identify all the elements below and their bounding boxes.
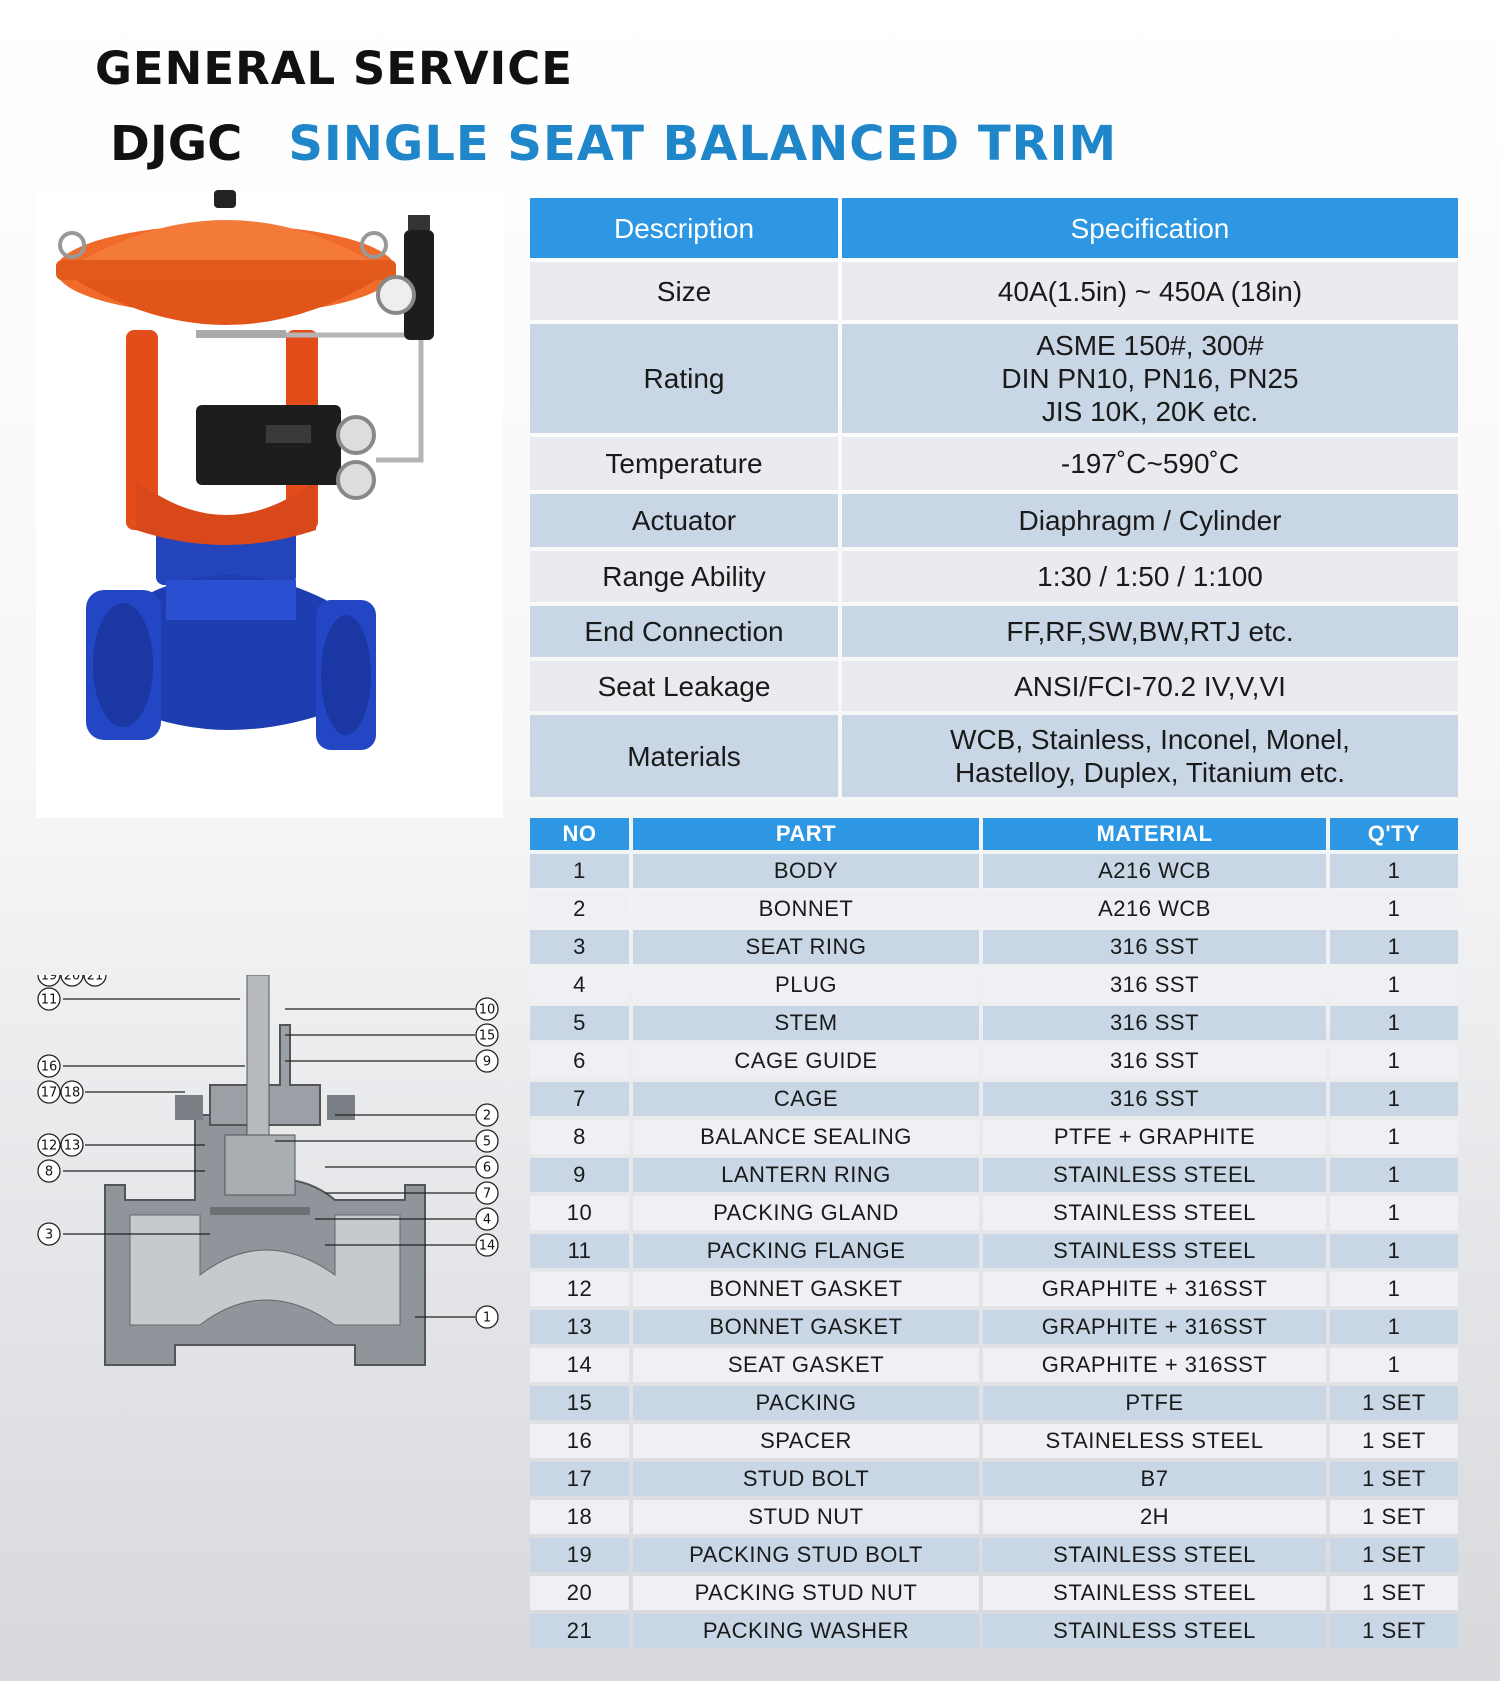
spec-row [530, 661, 1458, 711]
part-no: 16 [530, 1424, 629, 1458]
spec-value-line: ASME 150#, 300# [1036, 330, 1264, 361]
spec-value: 40A(1.5in) ~ 450A (18in) [842, 262, 1458, 320]
parts-row [530, 892, 1458, 926]
parts-row [530, 1500, 1458, 1534]
part-no: 7 [530, 1082, 629, 1116]
part-name: PLUG [633, 968, 979, 1002]
part-name: PACKING STUD BOLT [633, 1538, 979, 1572]
part-qty: 1 [1330, 1044, 1458, 1078]
parts-row [530, 1234, 1458, 1268]
spec-header-description: Description [530, 198, 838, 258]
callout-number: 2 [482, 1108, 492, 1124]
part-name: PACKING GLAND [633, 1196, 979, 1230]
part-qty: 1 [1330, 1310, 1458, 1344]
specification-table [526, 194, 1462, 801]
part-name: BONNET GASKET [633, 1310, 979, 1344]
part-material: STAINLESS STEEL [983, 1234, 1326, 1268]
part-no: 4 [530, 968, 629, 1002]
parts-row [530, 854, 1458, 888]
callout-number: 8 [44, 1164, 54, 1180]
spec-row [530, 551, 1458, 602]
part-name: SEAT RING [633, 930, 979, 964]
part-qty: 1 SET [1330, 1500, 1458, 1534]
part-material: STAINLESS STEEL [983, 1614, 1326, 1648]
part-qty: 1 [1330, 1158, 1458, 1192]
part-name: SPACER [633, 1424, 979, 1458]
parts-header-row [530, 818, 1458, 850]
part-material: PTFE [983, 1386, 1326, 1420]
part-qty: 1 [1330, 1006, 1458, 1040]
part-name: LANTERN RING [633, 1158, 979, 1192]
regulator-illustration [378, 215, 434, 340]
part-name: CAGE [633, 1082, 979, 1116]
callout-number: 18 [63, 1085, 81, 1101]
part-qty: 1 [1330, 892, 1458, 926]
part-qty: 1 SET [1330, 1576, 1458, 1610]
spec-label: Size [530, 262, 838, 320]
part-no: 5 [530, 1006, 629, 1040]
part-material: STAINLESS STEEL [983, 1576, 1326, 1610]
part-material: 316 SST [983, 968, 1326, 1002]
parts-row [530, 1120, 1458, 1154]
cross-section-diagram [35, 975, 515, 1435]
callout-number: 6 [482, 1160, 492, 1176]
part-material: GRAPHITE + 316SST [983, 1272, 1326, 1306]
part-no: 12 [530, 1272, 629, 1306]
parts-row [530, 1576, 1458, 1610]
parts-row [530, 1538, 1458, 1572]
part-name: BONNET [633, 892, 979, 926]
parts-row [530, 930, 1458, 964]
parts-row [530, 968, 1458, 1002]
callout-number: 9 [482, 1054, 492, 1070]
parts-row [530, 1310, 1458, 1344]
valve-body-illustration [86, 525, 376, 750]
part-qty: 1 SET [1330, 1462, 1458, 1496]
part-material: A216 WCB [983, 892, 1326, 926]
callout-number: 16 [40, 1059, 58, 1075]
model-name: SINGLE SEAT BALANCED TRIM [288, 116, 1118, 172]
part-no: 21 [530, 1614, 629, 1648]
callout-number: 10 [478, 1002, 496, 1018]
spec-label: End Connection [530, 606, 838, 657]
part-name: PACKING FLANGE [633, 1234, 979, 1268]
callout-number: 4 [482, 1212, 492, 1228]
spec-value-line: JIS 10K, 20K etc. [1041, 396, 1259, 427]
part-no: 2 [530, 892, 629, 926]
parts-row [530, 1348, 1458, 1382]
callout-number: 7 [482, 1186, 492, 1202]
callout-number: 14 [478, 1238, 496, 1254]
part-qty: 1 SET [1330, 1386, 1458, 1420]
spec-label: Temperature [530, 437, 838, 490]
part-no: 1 [530, 854, 629, 888]
parts-row [530, 1158, 1458, 1192]
parts-row [530, 1082, 1458, 1116]
spec-row [530, 262, 1458, 320]
part-no: 20 [530, 1576, 629, 1610]
spec-row [530, 437, 1458, 490]
part-no: 14 [530, 1348, 629, 1382]
part-material: STAINLESS STEEL [983, 1158, 1326, 1192]
spec-value: FF,RF,SW,BW,RTJ etc. [842, 606, 1458, 657]
callout-number: 3 [44, 1227, 54, 1243]
part-material: GRAPHITE + 316SST [983, 1348, 1326, 1382]
parts-row [530, 1386, 1458, 1420]
callout-number: 1 [482, 1310, 492, 1326]
parts-row [530, 1462, 1458, 1496]
spec-row [530, 324, 1458, 433]
part-material: 316 SST [983, 1082, 1326, 1116]
spec-value [842, 324, 1458, 433]
spec-label: Range Ability [530, 551, 838, 602]
part-qty: 1 [1330, 930, 1458, 964]
part-name: STUD NUT [633, 1500, 979, 1534]
part-qty: 1 SET [1330, 1424, 1458, 1458]
spec-value: ANSI/FCI-70.2 IV,V,VI [842, 661, 1458, 711]
part-no: 19 [530, 1538, 629, 1572]
callout-number: 12 [40, 1138, 58, 1154]
part-name: STEM [633, 1006, 979, 1040]
parts-row [530, 1272, 1458, 1306]
callout-number: 19 [40, 975, 58, 984]
parts-header-material: MATERIAL [983, 818, 1326, 850]
part-material: PTFE + GRAPHITE [983, 1120, 1326, 1154]
spec-value: 1:30 / 1:50 / 1:100 [842, 551, 1458, 602]
part-qty: 1 [1330, 854, 1458, 888]
spec-value-line: WCB, Stainless, Inconel, Monel, [950, 724, 1350, 755]
part-material: STAINLESS STEEL [983, 1196, 1326, 1230]
valve-photo [36, 190, 503, 818]
part-name: PACKING [633, 1386, 979, 1420]
page-title: GENERAL SERVICE [95, 42, 574, 95]
spec-value-line: DIN PN10, PN16, PN25 [1001, 363, 1299, 394]
part-name: PACKING STUD NUT [633, 1576, 979, 1610]
parts-table-body [530, 854, 1458, 1648]
actuator-illustration [56, 190, 396, 325]
part-material: 316 SST [983, 1006, 1326, 1040]
parts-header-qty: Q'TY [1330, 818, 1458, 850]
part-material: 2H [983, 1500, 1326, 1534]
spec-header-specification: Specification [842, 198, 1458, 258]
spec-value [842, 715, 1458, 797]
parts-table [526, 814, 1462, 1652]
part-qty: 1 [1330, 1196, 1458, 1230]
part-no: 15 [530, 1386, 629, 1420]
part-no: 3 [530, 930, 629, 964]
callout-number: 11 [40, 992, 58, 1008]
callout-number: 20 [63, 975, 81, 984]
part-no: 10 [530, 1196, 629, 1230]
part-qty: 1 [1330, 1272, 1458, 1306]
part-material: A216 WCB [983, 854, 1326, 888]
part-name: BALANCE SEALING [633, 1120, 979, 1154]
spec-row [530, 494, 1458, 547]
part-qty: 1 [1330, 1348, 1458, 1382]
part-qty: 1 SET [1330, 1614, 1458, 1648]
part-no: 13 [530, 1310, 629, 1344]
part-material: GRAPHITE + 316SST [983, 1310, 1326, 1344]
part-qty: 1 [1330, 968, 1458, 1002]
parts-row [530, 1196, 1458, 1230]
spec-row [530, 715, 1458, 797]
callout-number: 17 [40, 1085, 58, 1101]
spec-label: Seat Leakage [530, 661, 838, 711]
spec-value-line: Hastelloy, Duplex, Titanium etc. [954, 757, 1346, 788]
part-name: BONNET GASKET [633, 1272, 979, 1306]
parts-row [530, 1424, 1458, 1458]
part-qty: 1 SET [1330, 1538, 1458, 1572]
part-name: PACKING WASHER [633, 1614, 979, 1648]
spec-label: Materials [530, 715, 838, 797]
callout-number: 21 [86, 975, 104, 984]
callout-number: 13 [63, 1138, 81, 1154]
spec-label: Rating [530, 324, 838, 433]
part-no: 6 [530, 1044, 629, 1078]
valve-section-body [105, 975, 425, 1365]
callout-number: 15 [478, 1028, 496, 1044]
part-no: 8 [530, 1120, 629, 1154]
part-material: STAINLESS STEEL [983, 1538, 1326, 1572]
spec-value: -197˚C~590˚C [842, 437, 1458, 490]
part-no: 9 [530, 1158, 629, 1192]
part-qty: 1 [1330, 1234, 1458, 1268]
spec-label: Actuator [530, 494, 838, 547]
part-no: 11 [530, 1234, 629, 1268]
part-name: SEAT GASKET [633, 1348, 979, 1382]
part-material: 316 SST [983, 1044, 1326, 1078]
part-qty: 1 [1330, 1082, 1458, 1116]
spec-value: Diaphragm / Cylinder [842, 494, 1458, 547]
part-material: B7 [983, 1462, 1326, 1496]
callout-number: 5 [482, 1134, 492, 1150]
part-name: CAGE GUIDE [633, 1044, 979, 1078]
parts-row [530, 1044, 1458, 1078]
parts-header-no: NO [530, 818, 629, 850]
part-qty: 1 [1330, 1120, 1458, 1154]
parts-row [530, 1006, 1458, 1040]
parts-header-part: PART [633, 818, 979, 850]
model-code: DJGC [110, 116, 243, 172]
part-name: STUD BOLT [633, 1462, 979, 1496]
part-name: BODY [633, 854, 979, 888]
parts-row [530, 1614, 1458, 1648]
spec-row [530, 606, 1458, 657]
model-heading [110, 116, 1117, 172]
part-no: 17 [530, 1462, 629, 1496]
part-no: 18 [530, 1500, 629, 1534]
spec-header-row [530, 198, 1458, 258]
part-material: 316 SST [983, 930, 1326, 964]
part-material: STAINELESS STEEL [983, 1424, 1326, 1458]
